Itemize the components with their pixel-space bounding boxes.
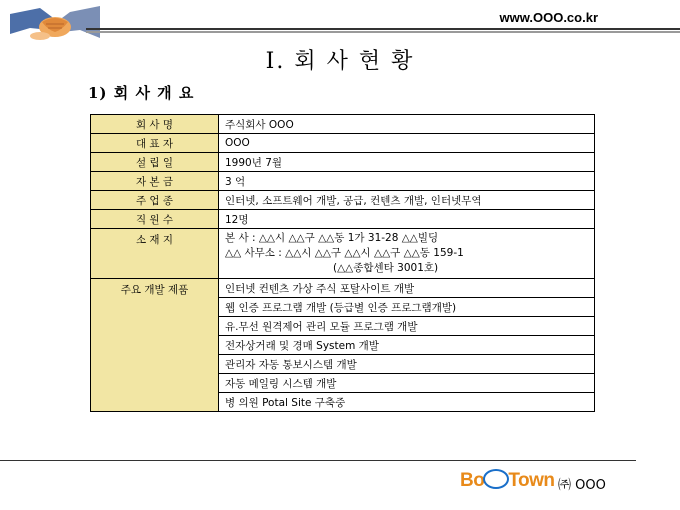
header-divider	[86, 28, 680, 33]
table-row	[91, 172, 595, 191]
row-value: 12명	[219, 210, 595, 229]
table-row	[91, 279, 595, 298]
section-heading: 1) 회 사 개 요	[88, 84, 195, 102]
product-item: 유.무선 원격제어 관리 모듈 프로그램 개발	[219, 317, 595, 336]
row-label: 설 립 일	[91, 153, 219, 172]
table-row	[91, 153, 595, 172]
table-row	[91, 210, 595, 229]
address-line: 본 사 : △△시 △△구 △△동 1가 31-28 △△빌딩	[225, 232, 439, 244]
logo-text-left: Bo	[460, 470, 485, 491]
address-cell	[219, 229, 595, 279]
website-url: www.OOO.co.kr	[499, 10, 598, 25]
company-logo	[460, 470, 555, 492]
table-row	[91, 191, 595, 210]
table-row	[91, 229, 595, 279]
row-value: OOO	[219, 134, 595, 153]
address-line: △△ 사무소 : △△시 △△구 △△시 △△구 △△동 159-1	[225, 247, 464, 259]
globe-icon	[483, 469, 509, 489]
page-title: I. 회 사 현 황	[265, 49, 415, 74]
product-item: 병 의원 Potal Site 구축중	[219, 393, 595, 412]
row-value: 1990년 7월	[219, 153, 595, 172]
footer-divider	[0, 460, 636, 461]
address-line: (△△종합센타 3001호)	[333, 262, 439, 274]
row-label: 대 표 자	[91, 134, 219, 153]
product-item: 자동 메일링 시스템 개발	[219, 374, 595, 393]
footer-company-name: ㈜ OOO	[558, 478, 606, 493]
row-value: 3 억	[219, 172, 595, 191]
row-label: 자 본 금	[91, 172, 219, 191]
product-item: 웹 인증 프로그램 개발 (등급별 인증 프로그램개발)	[219, 298, 595, 317]
table-row	[91, 134, 595, 153]
row-label: 주 업 종	[91, 191, 219, 210]
product-item: 전자상거래 및 경매 System 개발	[219, 336, 595, 355]
row-value: 인터넷, 소프트웨어 개발, 공급, 컨텐츠 개발, 인터넷무역	[219, 191, 595, 210]
company-overview-table	[90, 114, 595, 412]
row-label: 회 사 명	[91, 115, 219, 134]
product-item: 관리자 자동 통보시스템 개발	[219, 355, 595, 374]
row-label: 직 원 수	[91, 210, 219, 229]
table-row	[91, 115, 595, 134]
row-label: 주요 개발 제품	[91, 279, 219, 412]
row-label: 소 재 지	[91, 229, 219, 279]
product-item: 인터넷 컨텐츠 가상 주식 포탈사이트 개발	[219, 279, 595, 298]
logo-text-right: Town	[508, 470, 555, 491]
row-value: 주식회사 OOO	[219, 115, 595, 134]
